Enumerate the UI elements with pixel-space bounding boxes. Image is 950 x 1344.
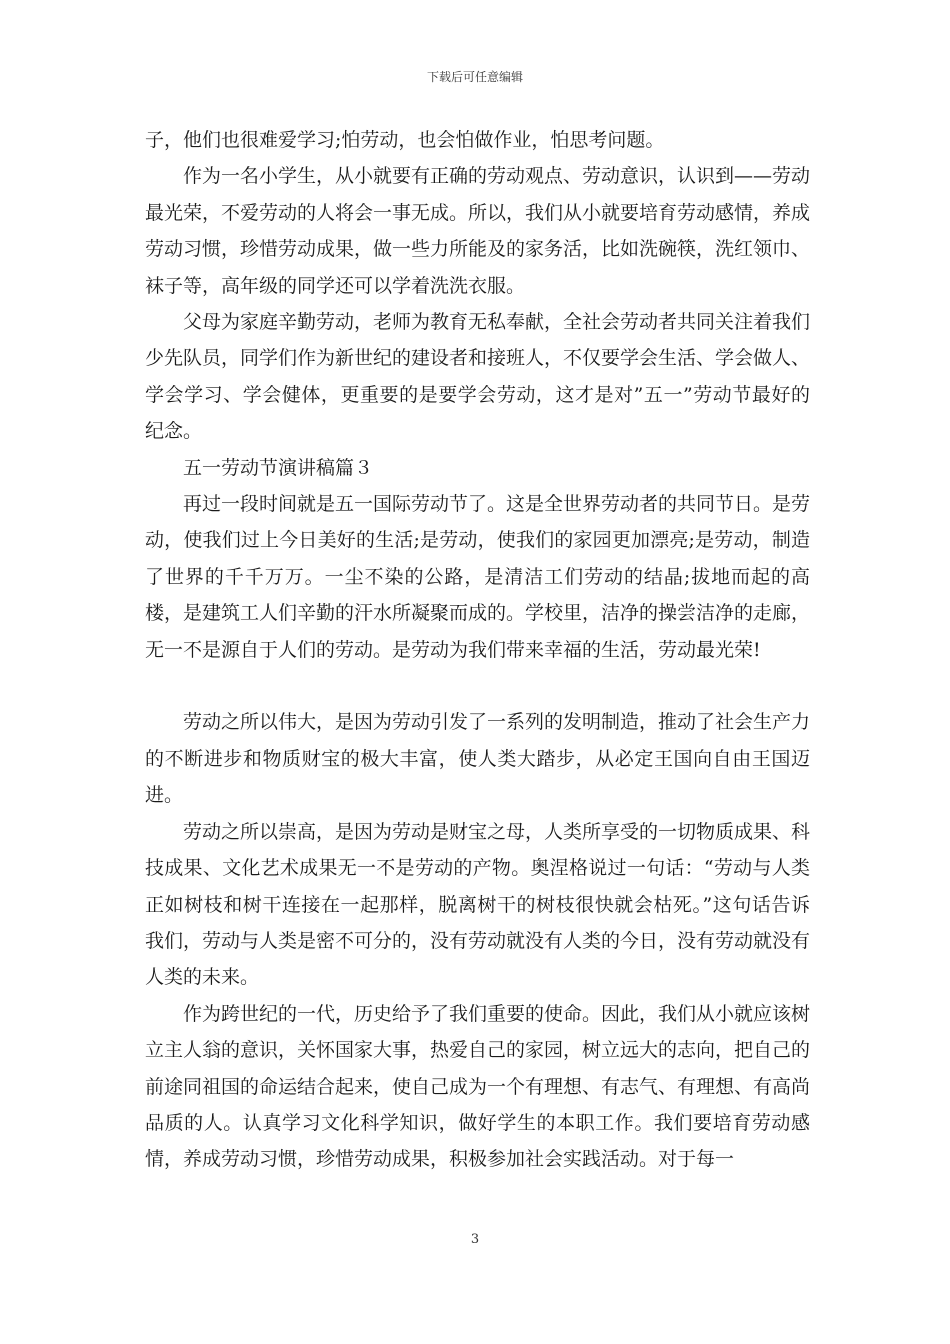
paragraph-continued: 子，他们也很难爱学习;怕劳动，也会怕做作业，怕思考问题。 — [145, 129, 665, 151]
blank-line — [145, 668, 810, 704]
paragraph-labor-great: 劳动之所以伟大，是因为劳动引发了一系列的发明制造，推动了社会生产力的不断进步和物质财宝的极大丰富，使人类大踏步，从必定王国向自由王国迈进。 — [145, 711, 811, 807]
paragraph-generation: 作为跨世纪的一代，历史给予了我们重要的使命。因此，我们从小就应该树立主人翁的意识，关怀国家大事，热爱自己的家园，树立远大的志向，把自己的前途同祖国的命运结合起来，使自己成为一个有理想、有志气、有理想、有高尚品质的人。认真学习文化科学知识，做好学生的本职工作。我们要培育劳动感情，养成劳动习惯，珍惜劳动成果，积极参加社会实践活动。对于每一 — [145, 1002, 811, 1171]
paragraph-labor-noble: 劳动之所以崇高，是因为劳动是财宝之母，人类所享受的一切物质成果、科技成果、文化艺术成果无一不是劳动的产物。奥涅格说过一句话：“劳动与人类正如树枝和树干连接在一起那样，脱离树干的树枝很快就会枯死。”这句话告诉我们，劳动与人类是密不可分的，没有劳动就没有人类的今日，没有劳动就没有人类的未来。 — [145, 820, 811, 989]
paragraph-labor-awareness: 作为一名小学生，从小就要有正确的劳动观点、劳动意识，认识到——劳动最光荣，不爱劳动的人将会一事无成。所以，我们从小就要培育劳动感情，养成劳动习惯，珍惜劳动成果，做一些力所能及的家务活，比如洗碗筷，洗红领巾、袜子等，高年级的同学还可以学着洗洗衣服。 — [145, 165, 811, 297]
page-number: 3 — [470, 1232, 480, 1247]
paragraph-parents-teachers: 父母为家庭辛勤劳动，老师为教育无私奉献，全社会劳动者共同关注着我们少先队员，同学们作为新世纪的建设者和接班人，不仅要学会生活、学会做人、学会学习、学会健体，更重要的是要学会劳动，这才是对”五一”劳动节最好的纪念。 — [145, 311, 811, 443]
document-body — [145, 122, 810, 1178]
section-heading: 五一劳动节演讲稿篇３ — [183, 456, 374, 479]
page-header: 下载后可任意编辑 — [426, 70, 523, 84]
paragraph-may-day: 再过一段时间就是五一国际劳动节了。这是全世界劳动者的共同节日。是劳动，使我们过上今日美好的生活;是劳动，使我们的家园更加漂亮;是劳动，制造了世界的千千万万。一尘不染的公路，是清洁工们劳动的结晶;拔地而起的高楼，是建筑工人们辛勤的汗水所凝聚而成的。学校里，洁净的操尝洁净的走廊，无一不是源自于人们的劳动。是劳动为我们带来幸福的生活，劳动最光荣! — [145, 493, 811, 661]
